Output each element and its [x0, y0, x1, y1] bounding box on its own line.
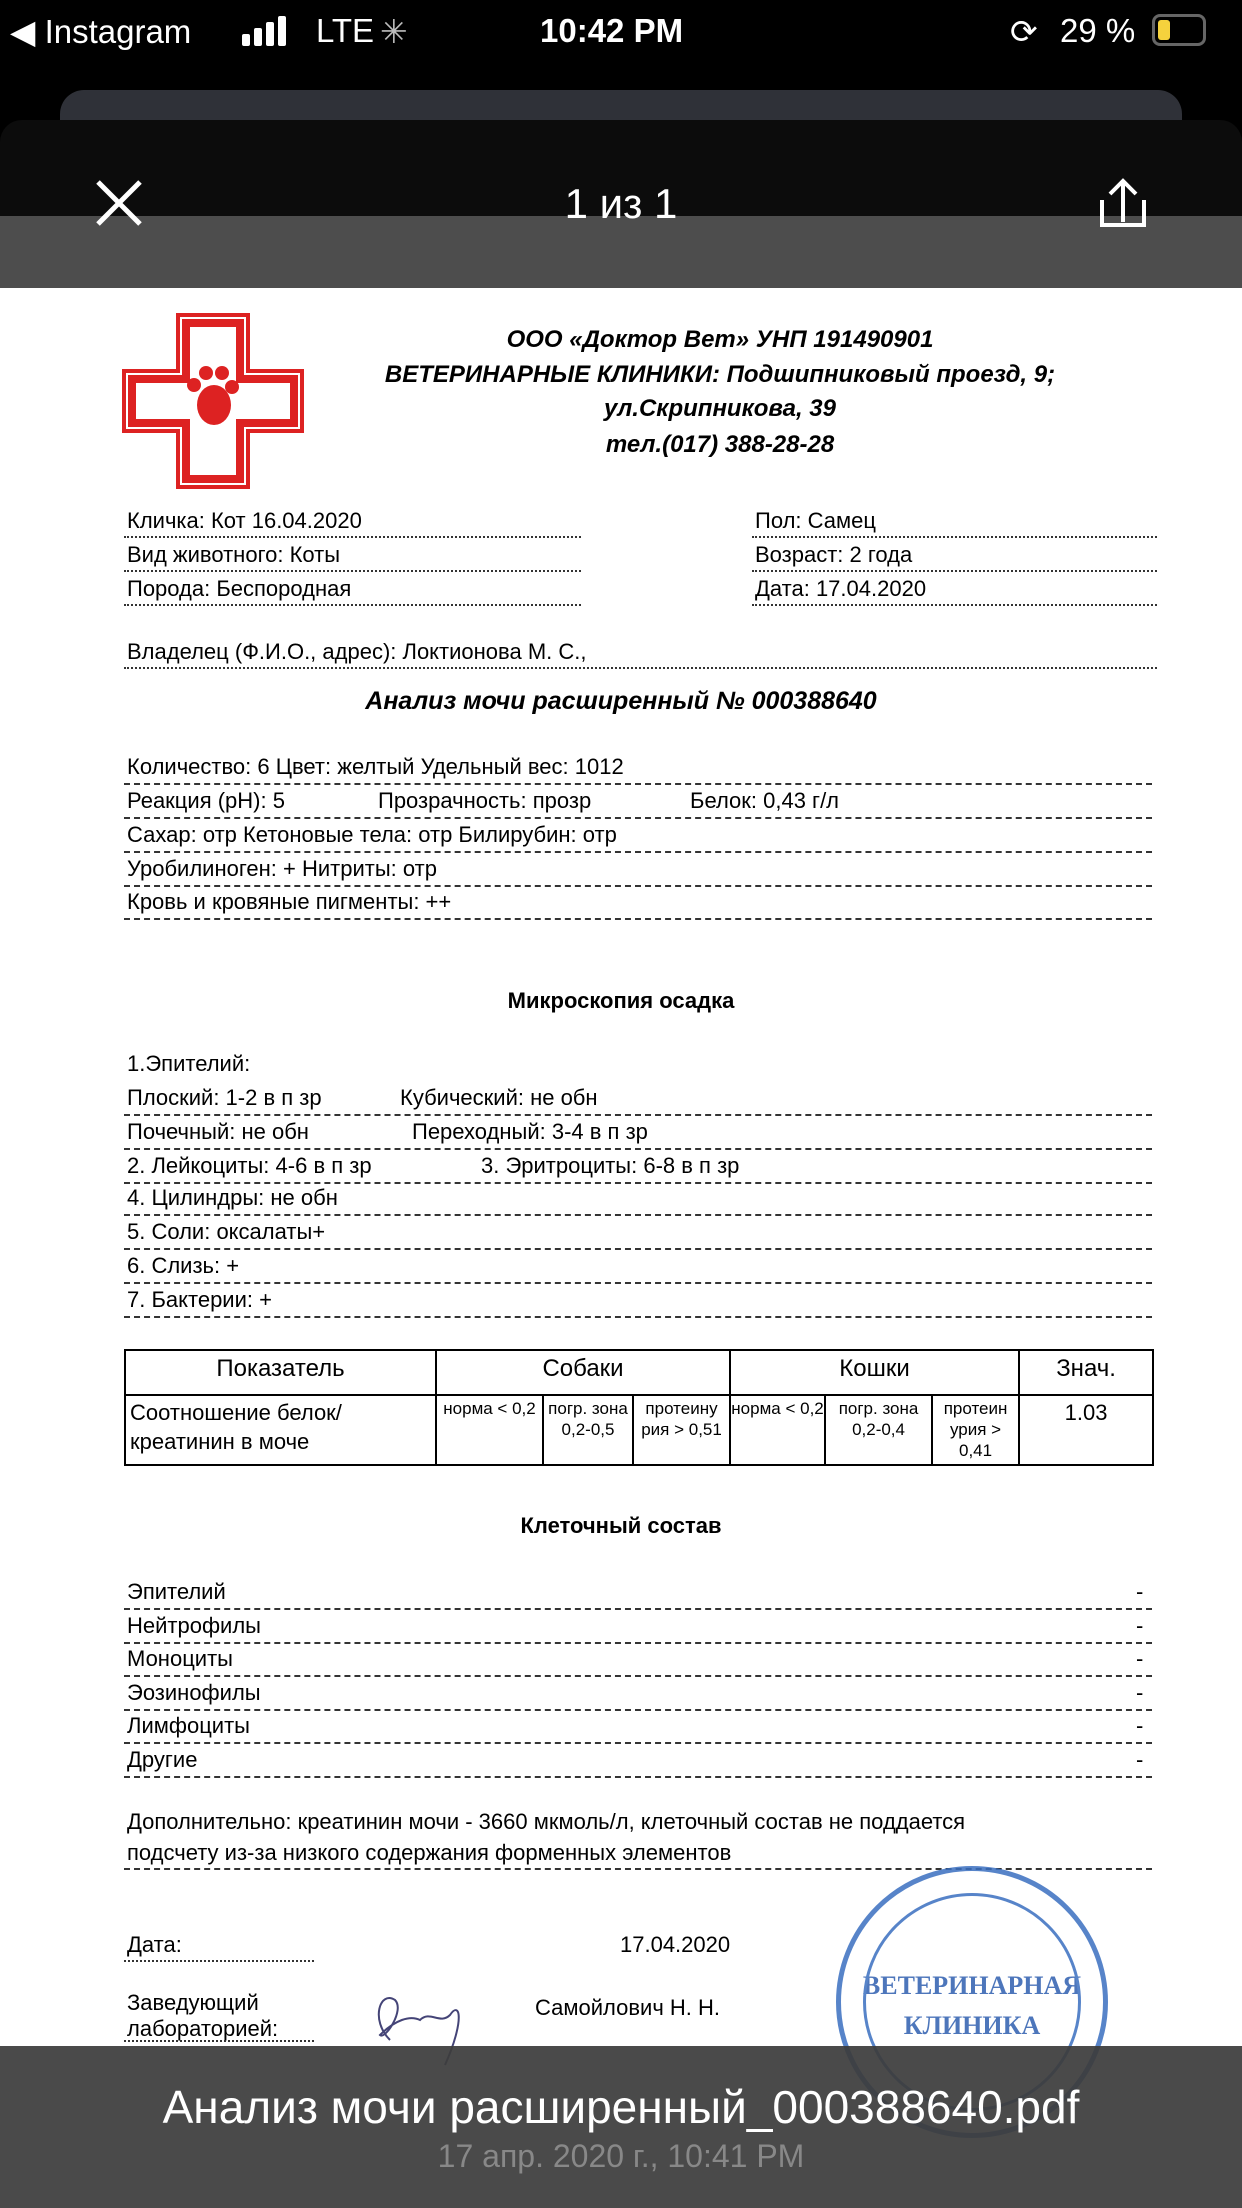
battery-icon — [1152, 14, 1206, 46]
clock: 10:42 PM — [540, 12, 684, 49]
cell-row-value: - — [1136, 1747, 1144, 1772]
pdf-page — [0, 288, 1242, 2208]
clinic-header-line: ВЕТЕРИНАРНЫЕ КЛИНИКИ: Подшипниковый проезд, 9; — [384, 361, 1056, 388]
cell-composition-title: Клеточный состав — [520, 1513, 722, 1538]
micro-row: 7. Бактерии: + — [127, 1287, 272, 1312]
general-row: Количество: 6 Цвет: желтый Удельный вес: 1012 — [127, 754, 624, 779]
clinic-header-line: ООО «Доктор Вет» УНП 191490901 — [506, 326, 934, 353]
back-to-app[interactable]: ◀ Instagram — [10, 13, 192, 50]
micro-row: 4. Цилиндры: не обн — [127, 1185, 338, 1210]
species: Вид животного: Коты — [127, 542, 341, 567]
general-row: Сахар: отр Кетоновые тела: отр Билирубин: отр — [127, 822, 617, 847]
micro-row: 1.Эпителий: — [127, 1051, 251, 1076]
additional-note: Дополнительно: креатинин мочи - 3660 мкмоль/л, клеточный состав не поддается — [127, 1809, 966, 1834]
cell-row-name: Моноциты — [127, 1646, 233, 1672]
loading-spinner-icon: ✳ — [380, 13, 408, 50]
general-row: Белок: 0,43 г/л — [690, 788, 840, 813]
clinic-logo-icon — [122, 313, 304, 489]
micro-row: Почечный: не обн — [127, 1119, 309, 1144]
micro-row: 5. Соли: оксалаты+ — [127, 1219, 326, 1244]
rotation-lock-icon: ⟳ — [1010, 13, 1038, 50]
page-counter: 1 из 1 — [564, 180, 678, 227]
ratio-value: 1.03 — [1019, 1395, 1153, 1465]
general-row: Кровь и кровяные пигменты: ++ — [127, 889, 452, 914]
breed: Порода: Беспородная — [127, 576, 352, 601]
protein-creatinine-table: Показатель Собаки Кошки Знач. Соотношение белок/креатинин в моче норма < 0,2 погр. зона 0,2-0,5 протеину рия > 0,51 норма < 0,2 погр. зона 0,2-0,4 протеин урия > 0,41 1.03 — [124, 1349, 1154, 1466]
share-icon — [1096, 178, 1150, 228]
head-label: лабораторией: — [127, 2016, 279, 2041]
cell-row-value: - — [1136, 1579, 1144, 1604]
sex: Пол: Самец — [755, 508, 876, 533]
head-label: Заведующий — [127, 1990, 259, 2015]
sign-date-value: 17.04.2020 — [620, 1932, 731, 1957]
cell-row-name: Другие — [127, 1747, 198, 1772]
battery-percent: 29 % — [1060, 12, 1136, 49]
cell-row-value: - — [1136, 1612, 1144, 1638]
micro-row: 6. Слизь: + — [127, 1253, 240, 1278]
microscopy-title: Микроскопия осадка — [507, 988, 735, 1013]
clinic-stamp: ВЕТЕРИНАРНАЯ КЛИНИКА — [836, 1866, 1108, 2138]
analysis-title: Анализ мочи расширенный № 000388640 — [365, 687, 877, 715]
file-name: Анализ мочи расширенный_000388640.pdf — [162, 2081, 1080, 2133]
general-row: Прозрачность: прозр — [378, 788, 592, 813]
share-button[interactable] — [1096, 178, 1150, 233]
cell-row-name: Лимфоциты — [127, 1713, 250, 1739]
pet-name: Кличка: Кот 16.04.2020 — [127, 508, 362, 533]
sign-date-label: Дата: — [127, 1932, 182, 1957]
cell-row-value: - — [1136, 1679, 1144, 1705]
signal-icon — [242, 16, 292, 51]
micro-row: Кубический: не обн — [400, 1085, 598, 1110]
file-date: 17 апр. 2020 г., 10:41 PM — [437, 2138, 805, 2174]
file-info-bar — [0, 2046, 1242, 2208]
clinic-header-line: ул.Скрипникова, 39 — [604, 395, 836, 422]
clinic-header-line: тел.(017) 388-28-28 — [605, 431, 835, 458]
cell-row-value: - — [1136, 1646, 1144, 1672]
date: Дата: 17.04.2020 — [755, 576, 927, 601]
cell-row-value: - — [1136, 1713, 1144, 1739]
micro-row: Плоский: 1-2 в п зр — [127, 1085, 322, 1110]
general-row: Реакция (pH): 5 — [127, 788, 285, 813]
general-row: Уробилиноген: + Нитриты: отр — [127, 856, 437, 881]
cell-row-name: Эпителий — [127, 1579, 226, 1604]
cell-row-name: Нейтрофилы — [127, 1612, 261, 1638]
cell-row-name: Эозинофилы — [127, 1679, 261, 1705]
additional-note: подсчету из-за низкого содержания форменных элементов — [127, 1840, 732, 1865]
network-type: LTE — [316, 12, 375, 49]
age: Возраст: 2 года — [755, 542, 913, 567]
owner: Владелец (Ф.И.О., адрес): Локтионова М. С., — [127, 639, 587, 664]
micro-row: 3. Эритроциты: 6-8 в п зр — [481, 1153, 740, 1178]
micro-row: Переходный: 3-4 в п зр — [412, 1119, 648, 1144]
head-name: Самойлович Н. Н. — [535, 1995, 721, 2020]
micro-row: 2. Лейкоциты: 4-6 в п зр — [127, 1153, 372, 1178]
back-arrow-icon: ◀ — [10, 13, 36, 50]
